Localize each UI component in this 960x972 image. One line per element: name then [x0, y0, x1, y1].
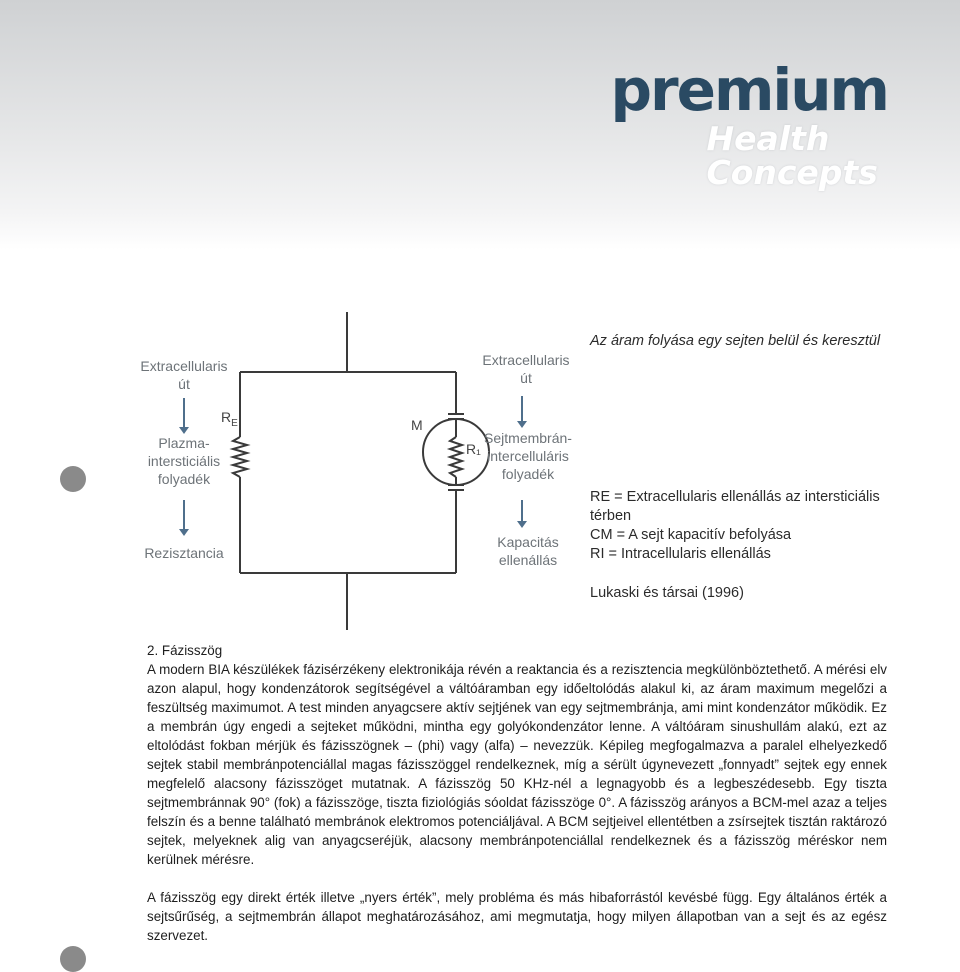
m-symbol: M	[411, 417, 423, 433]
capacitance-label	[472, 533, 584, 569]
citation: Lukaski és társai (1996)	[590, 585, 744, 601]
label-line: Plazma-	[158, 435, 210, 451]
legend-line-re-cont: térben	[590, 508, 632, 524]
label-line: folyadék	[501, 466, 555, 482]
label-line: út	[178, 376, 190, 392]
left-extracellular-label	[128, 357, 240, 393]
down-arrow-icon	[521, 396, 523, 422]
paragraph: A fázisszög egy direkt érték illetve „nyers érték”, mely probléma és más hibaforrástól kevésbé függ. Egy általános érték a sejtsűrűség, a sejtmembrán állapot meghatározásához, ami megmutatja, hogy milyen állapotban van a sejt és az egész szervezet.	[147, 890, 887, 943]
page-marker-dot	[60, 466, 86, 492]
down-arrow-icon	[183, 398, 185, 428]
figure-legend	[590, 488, 920, 564]
label-line: ellenállás	[498, 552, 558, 568]
label-line: Extracellularis	[140, 358, 228, 374]
label-line: intersticiális	[147, 453, 221, 469]
legend-line-cm: CM = A sejt kapacitív befolyása	[590, 527, 792, 543]
down-arrow-icon	[521, 500, 523, 522]
ri-resistor	[450, 437, 462, 477]
article-body	[147, 641, 887, 945]
paragraph: A modern BIA készülékek fázisérzékeny elektronikája révén a reaktancia és a rezisztencia megkülönböztethető. A mérési elv azon alapul, hogy kondenzátorok segítségével a váltóáramban egy időeltolódás alakul ki, az áram maximum megelőzi a feszültség maximumot. A test minden anyagcsere aktív sejtjének van egy sejtmembránja, ami mint kondenzátor működik. Ez a membrán úgy engedi a sejteket működni, mintha egy golyókondenzátor lenne. A váltóáram sinushullám alakú, ezt az eltolódást fokban mérjük és fázisszögnek – (phi) vagy (alfa) – nevezzük. Képileg megfogalmazva a paralel elhelyezkedő sejtek stabil membránpotenciállal magas fázisszöggel rendelkeznek, míg a sérült úgynevezett „fonnyadt” sejtek egy ennek megfelelő alacsony fázisszöget mutatnak. A fázisszög 50 KHz-nél a legnagyobb és a legbeszédesebb. Egy tiszta sejtmembránnak 90° (fok) a fázisszöge, tiszta fiziológiás sóoldat fázisszöge 0°. A fázisszög arányos a BCM-mel azaz a teljes felszín és a benne található membránok elektromos potenciáljával. A BCM sejtjeivel ellentétben a zsírsejtek tisztán raktározó sejtek, melyeknek alig van anyagcseréjük, alacsony membránpotenciállal rendelkeznek és a fázisszög méréskor nem kerülnek mérésre.	[147, 662, 887, 867]
logo-word-premium: premium	[610, 56, 888, 124]
logo-word-concepts: Concepts	[706, 153, 878, 192]
center-extracellular-label	[470, 351, 582, 387]
figure-caption: Az áram folyása egy sejten belül és keresztül	[590, 333, 881, 349]
plasma-interstitial-label	[128, 434, 240, 488]
re-symbol	[221, 409, 238, 429]
label-line: Kapacitás	[497, 534, 559, 550]
label-line: intercelluláris	[487, 448, 569, 464]
logo-word-health: Health	[706, 119, 830, 158]
label-line: út	[520, 370, 532, 386]
label-line: folyadék	[157, 471, 211, 487]
section-heading: 2. Fázisszög	[147, 643, 223, 658]
membrane-intercellular-label	[472, 429, 584, 483]
down-arrow-icon	[183, 500, 185, 530]
label-line: Extracellularis	[482, 352, 570, 368]
ri-symbol: R₁	[466, 441, 481, 457]
resistance-label: Rezisztancia	[144, 545, 224, 561]
re-subscript: E	[231, 417, 238, 429]
legend-line-ri: RI = Intracellularis ellenállás	[590, 546, 771, 562]
label-line: Sejtmembrán-	[484, 430, 572, 446]
re-letter: R	[221, 409, 232, 425]
page-marker-dot	[60, 946, 86, 972]
legend-line-re: RE = Extracellularis ellenállás az intersticiális	[590, 489, 880, 505]
